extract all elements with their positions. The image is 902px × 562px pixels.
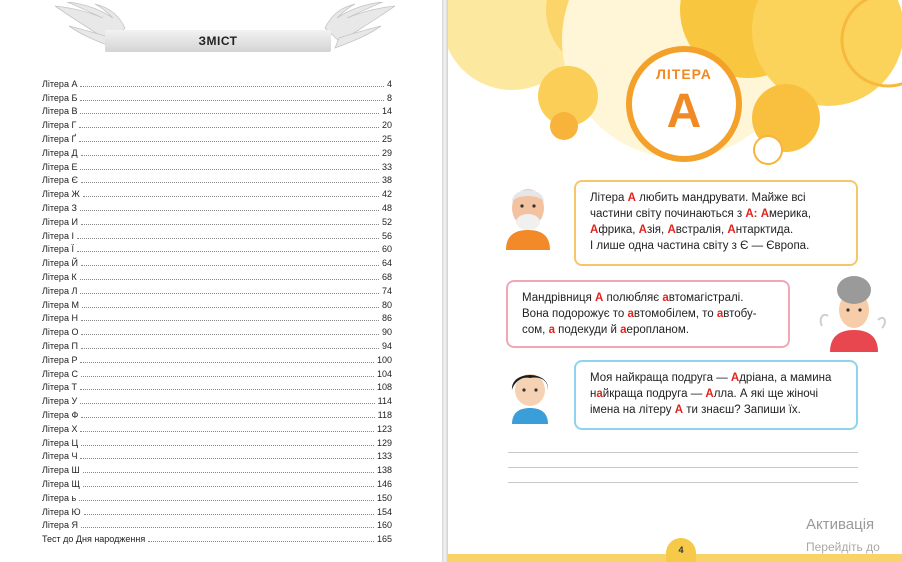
toc-entry[interactable] [42, 393, 392, 407]
toc-entry-page: 129 [376, 437, 392, 448]
toc-entry[interactable] [42, 117, 392, 131]
toc-leader-dots [80, 279, 379, 280]
toc-entry-page: 25 [381, 133, 392, 144]
bubble-line [590, 386, 842, 402]
toc-entry-page: 133 [376, 451, 392, 462]
toc-entry[interactable] [42, 435, 392, 449]
answer-line[interactable] [508, 467, 858, 468]
toc-entry-label: Літера Х [42, 423, 78, 434]
highlighted-letter: а [548, 324, 555, 336]
highlighted-letter: а [596, 388, 603, 400]
toc-leader-dots [80, 458, 374, 459]
toc-leader-dots [79, 500, 374, 501]
toc-entry-label: Літера Р [42, 354, 78, 365]
bubble-line [590, 238, 842, 254]
bubble-text: фрика, [598, 224, 639, 236]
toc-leader-dots [81, 348, 379, 349]
toc-entry-page: 100 [376, 354, 392, 365]
bubble-text: подекуди й [554, 324, 621, 336]
toc-entry-page: 74 [381, 285, 392, 296]
chapter-letter: А [666, 85, 702, 138]
toc-entry[interactable] [42, 269, 392, 283]
bubble-line [590, 370, 842, 386]
toc-entry-page: 114 [377, 396, 392, 407]
toc-entry[interactable] [42, 145, 392, 159]
highlighted-letter: А [730, 372, 740, 384]
toc-entry[interactable] [42, 449, 392, 463]
highlighted-letter: а [627, 308, 634, 320]
toc-entry-label: Літера П [42, 340, 78, 351]
chapter-label: ЛІТЕРА [656, 66, 712, 82]
bubble-text: ти знаєш? Запиши їх. [683, 404, 801, 416]
grandmother-icon [818, 272, 888, 352]
toc-entry-page: 150 [376, 492, 392, 503]
toc-entry-page: 20 [381, 120, 392, 131]
toc-entry[interactable] [42, 352, 392, 366]
toc-entry-label: Літера ь [42, 492, 77, 503]
toc-entry-page: 48 [381, 202, 392, 213]
toc-leader-dots [77, 251, 379, 252]
bubble-line [590, 222, 842, 238]
toc-entry[interactable] [42, 380, 392, 394]
toc-entry-label: Літера Ш [42, 465, 80, 476]
toc-entry-label: Літера Н [42, 313, 78, 324]
right-page-chapter [448, 0, 902, 562]
answer-line[interactable] [508, 482, 858, 483]
toc-entry-page: 68 [381, 271, 392, 282]
toc-entry-page: 38 [381, 175, 392, 186]
bubble-text: Моя найкраща подруга — [590, 372, 731, 384]
bubble-text: встралія, [675, 224, 728, 236]
toc-entry-label: Літера Е [42, 161, 78, 172]
toc-leader-dots [81, 155, 379, 156]
highlighted-letter: А [638, 224, 647, 236]
bubble-text: дріана, а мамина [739, 372, 832, 384]
toc-leader-dots [81, 417, 374, 418]
toc-leader-dots [79, 127, 379, 128]
windows-activation-hint: Перейдіть до [806, 540, 880, 554]
bubble-text: сом, [522, 324, 549, 336]
toc-entry-page: 56 [381, 230, 392, 241]
bubble-text: Мандрівниця [522, 292, 596, 304]
bubble-text: н [590, 388, 597, 400]
toc-entry[interactable] [42, 186, 392, 200]
highlighted-letter: А [590, 224, 599, 236]
toc-entry-label: Літера С [42, 368, 78, 379]
toc-entry-label: Літера Я [42, 520, 78, 531]
toc-entry-page: 165 [376, 534, 392, 545]
bubble-text: полюбляє [603, 292, 663, 304]
toc-entry-label: Літера Ч [42, 451, 78, 462]
toc-entry[interactable] [42, 200, 392, 214]
toc-entry-label: Літера І [42, 230, 74, 241]
bubble-text: любить мандрувати. Майже всі [635, 192, 806, 204]
bubble-text: частини світу починаються з [590, 208, 746, 220]
toc-entry-label: Літера А [42, 78, 78, 89]
toc-entry-page: 42 [381, 189, 392, 200]
toc-entry[interactable] [42, 407, 392, 421]
toc-leader-dots [81, 265, 379, 266]
toc-entry-page: 29 [381, 147, 392, 158]
toc-leader-dots [80, 362, 374, 363]
bubble-line [590, 190, 842, 206]
toc-entry-label: Літера К [42, 271, 77, 282]
page-number: 4 [666, 538, 696, 562]
toc-entry-label: Літера Й [42, 258, 78, 269]
toc-entry[interactable] [42, 159, 392, 173]
toc-entry[interactable] [42, 283, 392, 297]
bubble-line [590, 206, 842, 222]
bubble-text: лла. А які ще жіночі [713, 388, 818, 400]
speech-bubble-girl [574, 360, 858, 430]
toc-entry-page: 8 [386, 92, 392, 103]
toc-entry[interactable] [42, 297, 392, 311]
toc-entry-page: 118 [377, 409, 392, 420]
bubble-text: Вона подорожує то [522, 308, 628, 320]
toc-entry[interactable] [42, 173, 392, 187]
toc-leader-dots [81, 445, 374, 446]
toc-leader-dots [83, 486, 374, 487]
toc-leader-dots [80, 210, 379, 211]
toc-entry-page: 108 [376, 382, 392, 393]
toc-leader-dots [81, 182, 379, 183]
toc-entry-page: 86 [381, 313, 392, 324]
toc-leader-dots [81, 376, 374, 377]
speech-bubble-grandmother [506, 280, 790, 348]
toc-entry[interactable] [42, 518, 392, 532]
toc-entry-page: 14 [381, 106, 392, 117]
bubble-text: еропланом. [626, 324, 689, 336]
toc-leader-dots [80, 389, 374, 390]
toc-entry-label: Літера Ц [42, 437, 79, 448]
toc-entry-label: Літера В [42, 106, 78, 117]
windows-activation-watermark: Активація [806, 516, 875, 533]
toc-entry-label: Літера О [42, 327, 79, 338]
highlighted-letter: А: [745, 208, 758, 220]
grandfather-icon [500, 178, 556, 250]
answer-line[interactable] [508, 452, 858, 453]
toc-entry-label: Літера М [42, 299, 79, 310]
toc-entry[interactable] [42, 214, 392, 228]
toc-entry-page: 4 [386, 78, 392, 89]
toc-entry-page: 160 [376, 520, 392, 531]
bubble-text: нтарктида. [735, 224, 794, 236]
toc-leader-dots [80, 86, 384, 87]
toc-entry-page: 33 [381, 161, 392, 172]
toc-leader-dots [83, 472, 374, 473]
toc-entry[interactable] [42, 531, 392, 545]
bubble-text: мерика, [769, 208, 812, 220]
highlighted-letter: А [674, 404, 684, 416]
toc-entry-label: Літера Ї [42, 244, 74, 255]
toc-entry[interactable] [42, 421, 392, 435]
toc-entry-label: Тест до Дня народження [42, 534, 146, 545]
toc-entry-label: Літера З [42, 202, 77, 213]
toc-leader-dots [84, 514, 374, 515]
toc-entry-label: Літера Д [42, 147, 78, 158]
highlighted-letter: А [760, 208, 770, 220]
toc-entry-page: 123 [376, 423, 392, 434]
toc-entry-label: Літера Л [42, 285, 78, 296]
toc-leader-dots [80, 293, 379, 294]
toc-entry-label: Літера Ф [42, 409, 79, 420]
toc-entry[interactable] [42, 324, 392, 338]
bubble-text: імена на літеру [590, 404, 675, 416]
bubble-text: І лише одна частина світу з Є — Європа. [590, 240, 810, 252]
bubble-text: зія, [646, 224, 668, 236]
toc-entry-page: 90 [381, 327, 392, 338]
bubble-line [522, 290, 774, 306]
toc-leader-dots [81, 320, 379, 321]
highlighted-letter: А [627, 192, 636, 204]
toc-entry-page: 64 [381, 258, 392, 269]
highlighted-letter: А [667, 224, 676, 236]
highlighted-letter: А [727, 224, 736, 236]
toc-entry-page: 146 [376, 478, 392, 489]
toc-entry-label: Літера Б [42, 92, 78, 103]
toc-leader-dots [82, 307, 379, 308]
toc-leader-dots [79, 141, 379, 142]
bubble-line [590, 402, 842, 418]
speech-bubble-grandfather [574, 180, 858, 266]
toc-entry-label: Літера У [42, 396, 78, 407]
toc-entry-label: Літера Є [42, 175, 78, 186]
toc-leader-dots [148, 541, 374, 542]
toc-entry[interactable] [42, 131, 392, 145]
toc-entry-page: 104 [376, 368, 392, 379]
toc-leader-dots [80, 403, 374, 404]
toc-entry-label: Літера Ж [42, 189, 80, 200]
bubble-text: втомагістралі. [668, 292, 744, 304]
toc-leader-dots [81, 224, 379, 225]
toc-entry[interactable] [42, 490, 392, 504]
highlighted-letter: а [716, 308, 724, 320]
girl-icon [504, 362, 556, 424]
toc-entry-label: Літера Щ [42, 478, 80, 489]
toc-entry[interactable] [42, 76, 392, 90]
bubble-text: йкраща подруга — [602, 388, 706, 400]
toc-entry-page: 60 [381, 244, 392, 255]
bubble-text: втомобілем, то [633, 308, 717, 320]
toc-leader-dots [80, 169, 379, 170]
toc-entry[interactable] [42, 228, 392, 242]
bubble-text: Літера [590, 192, 628, 204]
toc-entry[interactable] [42, 311, 392, 325]
toc-entry-page: 94 [381, 340, 392, 351]
toc-leader-dots [80, 431, 374, 432]
left-page-contents [0, 0, 442, 562]
toc-leader-dots [83, 196, 379, 197]
toc-title: ЗМІСТ [198, 34, 238, 48]
toc-entry[interactable] [42, 504, 392, 518]
toc-leader-dots [77, 238, 379, 239]
toc-leader-dots [81, 527, 374, 528]
toc-entry-page: 154 [376, 506, 392, 517]
toc-entry-label: Літера И [42, 216, 78, 227]
toc-entry[interactable] [42, 104, 392, 118]
highlighted-letter: а [662, 292, 669, 304]
bubble-line [522, 322, 774, 338]
toc-entry[interactable] [42, 366, 392, 380]
toc-entry-label: Літера Ю [42, 506, 81, 517]
toc-entry[interactable] [42, 90, 392, 104]
toc-entry[interactable] [42, 242, 392, 256]
toc-leader-dots [80, 113, 379, 114]
highlighted-letter: А [705, 388, 714, 400]
highlighted-letter: а [620, 324, 627, 336]
toc-entry[interactable] [42, 338, 392, 352]
toc-entry[interactable] [42, 255, 392, 269]
toc-entry-page: 138 [376, 465, 392, 476]
toc-leader-dots [81, 334, 379, 335]
toc-entry-label: Літера Г [42, 120, 77, 131]
bubble-line [522, 306, 774, 322]
bubble-text: втобу- [723, 308, 757, 320]
toc-entry-label: Літера Т [42, 382, 77, 393]
toc-entry[interactable] [42, 476, 392, 490]
toc-list [42, 76, 392, 545]
toc-entry-page: 80 [381, 299, 392, 310]
toc-entry-label: Літера Ґ [42, 133, 76, 144]
toc-entry[interactable] [42, 462, 392, 476]
toc-entry-page: 52 [381, 216, 392, 227]
answer-lines [508, 452, 858, 497]
highlighted-letter: А [595, 292, 604, 304]
toc-leader-dots [80, 100, 384, 101]
